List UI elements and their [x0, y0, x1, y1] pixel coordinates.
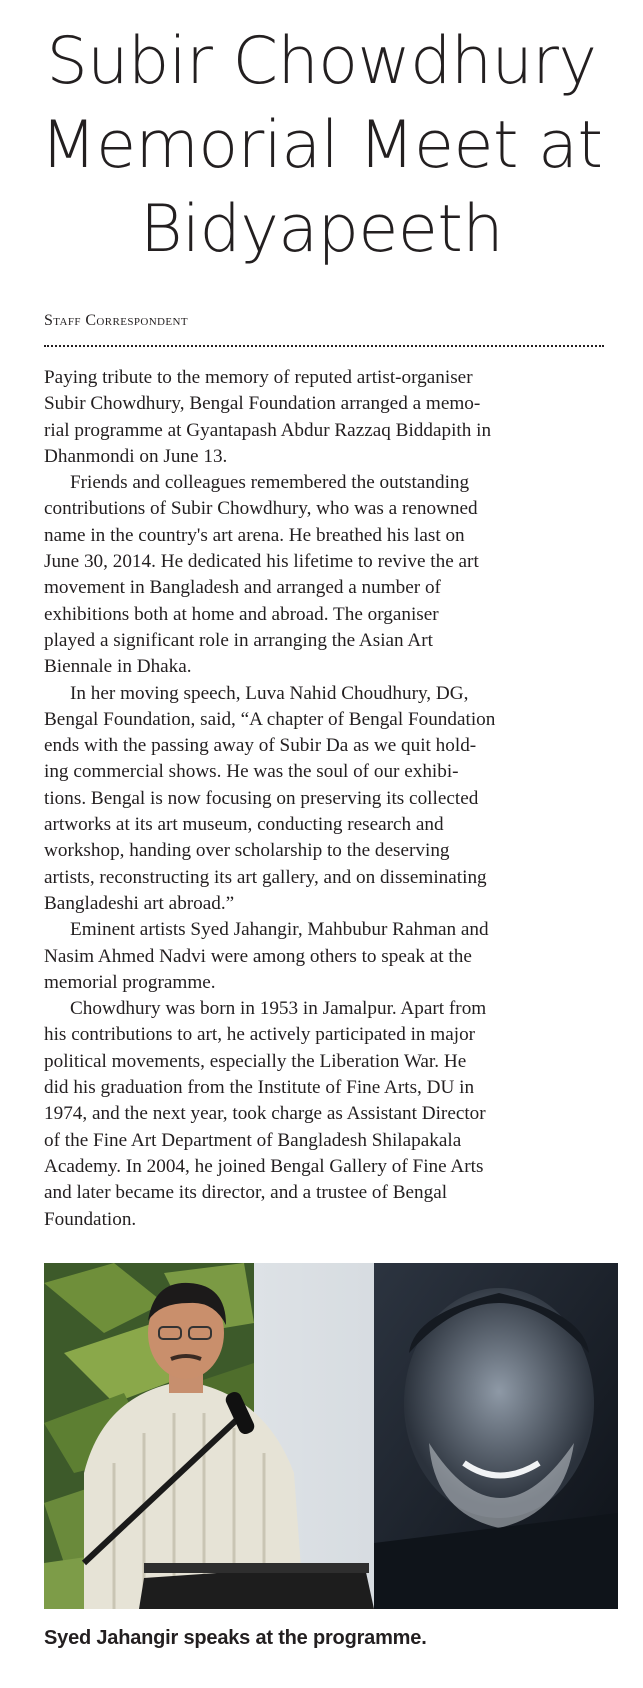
body-line: rial programme at Gyantapash Abdur Razzaq Biddapith in: [44, 419, 492, 441]
body-line: artworks at its art museum, conducting research and: [44, 814, 444, 836]
body-line: his contributions to art, he actively participated in major: [44, 1024, 476, 1046]
body-line: Chowdhury was born in 1953 in Jamalpur. Apart from: [70, 998, 487, 1020]
article-photo: [44, 1263, 618, 1609]
body-line: tions. Bengal is now focusing on preserving its collected: [44, 787, 479, 809]
body-line: played a significant role in arranging the Asian Art: [44, 629, 433, 651]
dotted-divider: [44, 345, 604, 347]
body-line: Eminent artists Syed Jahangir, Mahbubur Rahman and: [70, 919, 489, 941]
body-line: In her moving speech, Luva Nahid Choudhury, DG,: [70, 682, 469, 704]
body-line: June 30, 2014. He dedicated his lifetime to revive the art: [44, 551, 479, 573]
article-body: [44, 365, 618, 1233]
body-line: movement in Bangladesh and arranged a number of: [44, 577, 441, 599]
body-line: Nasim Ahmed Nadvi were among others to speak at the: [44, 945, 472, 967]
headline-line: Bidyapeeth: [139, 192, 504, 267]
headline-line: Subir Chowdhury: [46, 24, 597, 99]
portrait-poster: [374, 1263, 618, 1609]
body-line: Academy. In 2004, he joined Bengal Gallery of Fine Arts: [44, 1155, 484, 1177]
body-line: Foundation.: [44, 1208, 137, 1230]
podium: [139, 1563, 374, 1609]
body-line: Paying tribute to the memory of reputed artist-organiser: [44, 367, 473, 388]
body-line: ing commercial shows. He was the soul of our exhibi-: [44, 761, 459, 783]
body-line: name in the country's art arena. He breathed his last on: [44, 524, 465, 546]
body-line: workshop, handing over scholarship to the deserving: [44, 840, 450, 862]
body-line: exhibitions both at home and abroad. The organiser: [44, 603, 439, 625]
body-line: Friends and colleagues remembered the outstanding: [70, 472, 470, 494]
photo-caption: Syed Jahangir speaks at the programme.: [44, 1627, 427, 1649]
body-line: political movements, especially the Liberation War. He: [44, 1050, 467, 1072]
body-line: Bangladeshi art abroad.”: [44, 892, 235, 914]
body-line: Dhanmondi on June 13.: [44, 445, 228, 467]
body-line: memorial programme.: [44, 971, 216, 993]
body-line: ends with the passing away of Subir Da as we quit hold-: [44, 735, 477, 757]
body-line: Bengal Foundation, said, “A chapter of Bengal Foundation: [44, 708, 496, 730]
body-line: Subir Chowdhury, Bengal Foundation arranged a memo-: [44, 393, 481, 415]
headline: [20, 20, 623, 272]
photo-speaker-icon: [44, 1263, 618, 1609]
headline-line: Memorial Meet at: [40, 108, 603, 183]
body-line: contributions of Subir Chowdhury, who was a renowned: [44, 498, 478, 520]
body-line: Biennale in Dhaka.: [44, 656, 192, 678]
body-line: and later became its director, and a trustee of Bengal: [44, 1182, 448, 1204]
body-line: 1974, and the next year, took charge as Assistant Director: [44, 1103, 486, 1125]
body-line: artists, reconstructing its art gallery, and on disseminating: [44, 866, 487, 888]
byline: Staff Correspondent: [44, 312, 188, 329]
body-line: did his graduation from the Institute of Fine Arts, DU in: [44, 1077, 475, 1099]
body-line: of the Fine Art Department of Bangladesh Shilapakala: [44, 1129, 462, 1151]
